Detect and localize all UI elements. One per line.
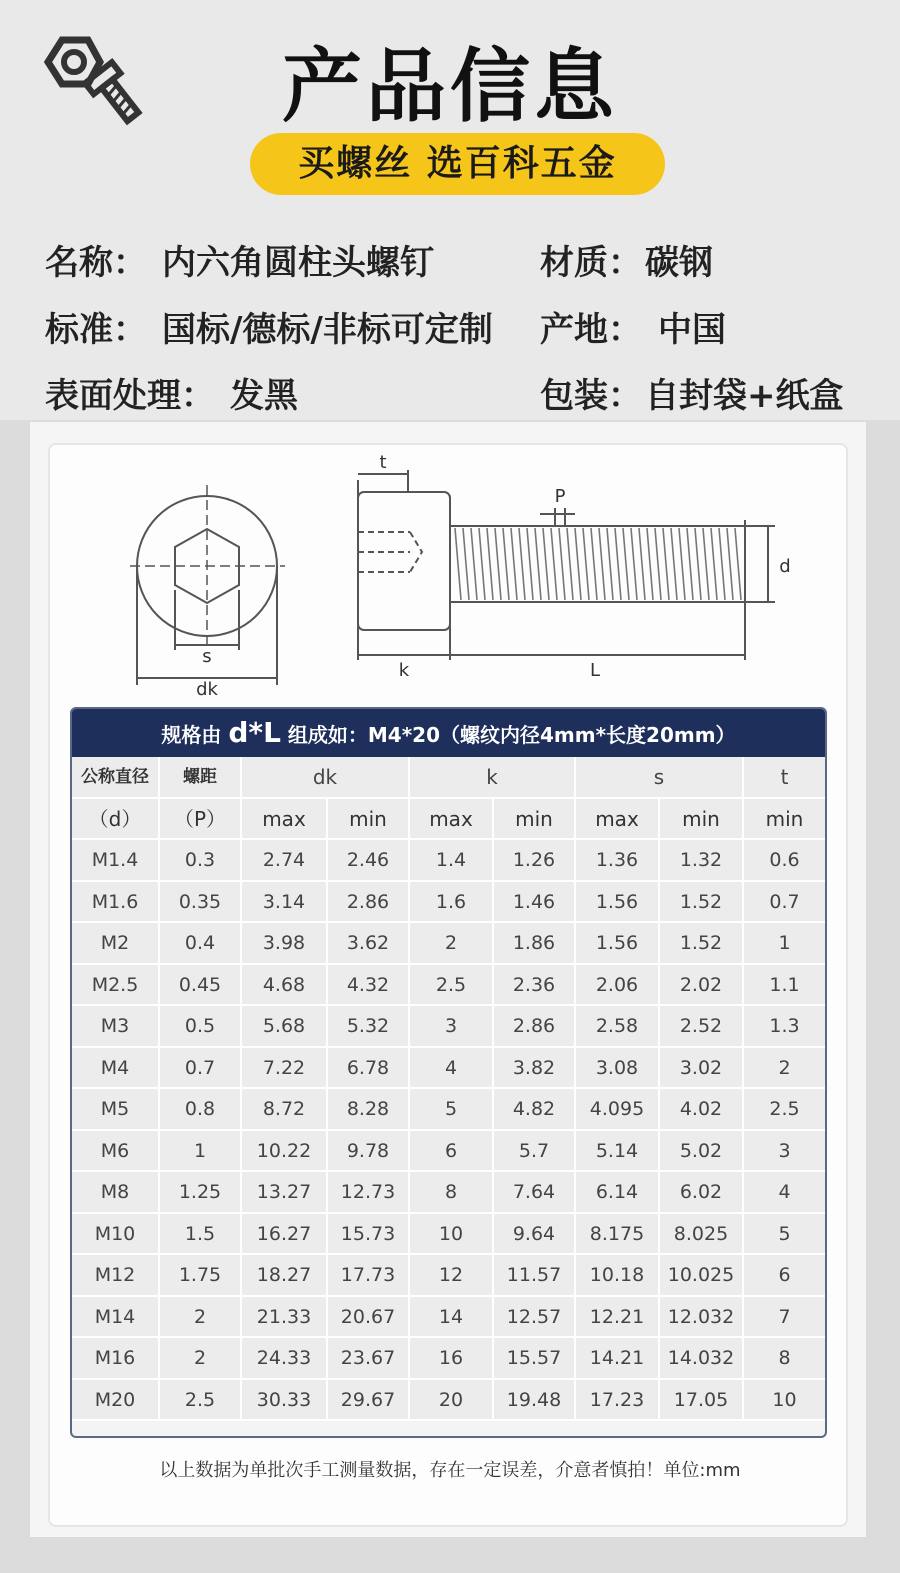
cell-dk-min: 6.78 xyxy=(328,1048,410,1090)
cell-s-min: 6.02 xyxy=(660,1172,744,1214)
cell-s-max: 2.58 xyxy=(576,1006,660,1048)
col-d-header-2: （d） xyxy=(72,799,160,841)
cell-k-min: 1.26 xyxy=(494,840,576,882)
cell-k-max: 20 xyxy=(410,1380,494,1422)
cell-pitch: 0.45 xyxy=(160,965,242,1007)
cell-pitch: 0.7 xyxy=(160,1048,242,1090)
cell-t-min: 7 xyxy=(744,1297,825,1339)
cell-s-min: 4.02 xyxy=(660,1089,744,1131)
cell-diameter: M2.5 xyxy=(72,965,160,1007)
page-title: 产品信息 xyxy=(282,40,618,133)
cell-k-min: 2.86 xyxy=(494,1006,576,1048)
cell-t-min: 0.7 xyxy=(744,882,825,924)
cell-t-min: 10 xyxy=(744,1380,825,1422)
cell-dk-min: 20.67 xyxy=(328,1297,410,1339)
cell-dk-max: 13.27 xyxy=(242,1172,328,1214)
cell-k-min: 11.57 xyxy=(494,1255,576,1297)
dk-min-header: min xyxy=(328,799,410,841)
cell-s-max: 1.36 xyxy=(576,840,660,882)
cell-pitch: 1.25 xyxy=(160,1172,242,1214)
cell-diameter: M3 xyxy=(72,1006,160,1048)
cell-t-min: 0.6 xyxy=(744,840,825,882)
info-value-packaging: 自封袋+纸盒 xyxy=(645,376,844,416)
col-d-header-1: 公称直径 xyxy=(72,757,160,799)
t-min-header: min xyxy=(744,799,825,841)
cell-pitch: 0.5 xyxy=(160,1006,242,1048)
label-p: P xyxy=(554,486,566,507)
info-value-name: 内六角圆柱头螺钉 xyxy=(162,243,434,283)
cell-diameter: M4 xyxy=(72,1048,160,1090)
cell-t-min: 8 xyxy=(744,1338,825,1380)
cell-k-min: 5.7 xyxy=(494,1131,576,1173)
cell-k-max: 10 xyxy=(410,1214,494,1256)
label-l: L xyxy=(589,660,601,681)
heading-prefix: 规格由 xyxy=(161,723,229,747)
cell-s-max: 14.21 xyxy=(576,1338,660,1380)
cell-dk-max: 18.27 xyxy=(242,1255,328,1297)
cell-dk-max: 2.74 xyxy=(242,840,328,882)
cell-k-max: 2.5 xyxy=(410,965,494,1007)
cell-diameter: M6 xyxy=(72,1131,160,1173)
cell-s-min: 17.05 xyxy=(660,1380,744,1422)
cell-k-max: 8 xyxy=(410,1172,494,1214)
cell-s-max: 4.095 xyxy=(576,1089,660,1131)
heading-suffix: 组成如：M4*20（螺纹内径4mm*长度20mm） xyxy=(280,723,736,747)
cell-dk-min: 23.67 xyxy=(328,1338,410,1380)
cell-pitch: 2.5 xyxy=(160,1380,242,1422)
info-label-material: 材质： xyxy=(540,243,642,283)
s-min-header: min xyxy=(660,799,744,841)
info-label-name: 名称： xyxy=(45,243,147,283)
label-k: k xyxy=(398,660,410,681)
cell-dk-min: 29.67 xyxy=(328,1380,410,1422)
info-value-origin: 中国 xyxy=(658,310,726,350)
cell-k-max: 6 xyxy=(410,1131,494,1173)
info-row-1 xyxy=(0,235,900,283)
info-label-packaging: 包装： xyxy=(540,376,642,416)
cell-dk-min: 5.32 xyxy=(328,1006,410,1048)
spec-table-heading xyxy=(72,709,825,757)
cell-diameter: M14 xyxy=(72,1297,160,1339)
group-k-header: k xyxy=(410,757,576,799)
cell-s-min: 2.02 xyxy=(660,965,744,1007)
cell-s-max: 1.56 xyxy=(576,923,660,965)
cell-s-max: 3.08 xyxy=(576,1048,660,1090)
cell-k-max: 3 xyxy=(410,1006,494,1048)
cell-k-max: 1.4 xyxy=(410,840,494,882)
cell-s-min: 12.032 xyxy=(660,1297,744,1339)
label-t: t xyxy=(379,452,387,473)
cell-t-min: 1.1 xyxy=(744,965,825,1007)
cell-k-min: 9.64 xyxy=(494,1214,576,1256)
info-value-standard: 国标/德标/非标可定制 xyxy=(162,310,493,350)
info-label-surface: 表面处理： xyxy=(45,376,215,416)
cell-dk-min: 2.86 xyxy=(328,882,410,924)
cell-s-min: 5.02 xyxy=(660,1131,744,1173)
cell-pitch: 1 xyxy=(160,1131,242,1173)
cell-pitch: 0.3 xyxy=(160,840,242,882)
k-min-header: min xyxy=(494,799,576,841)
label-d: d xyxy=(779,556,791,577)
cell-dk-min: 8.28 xyxy=(328,1089,410,1131)
cell-t-min: 1 xyxy=(744,923,825,965)
group-t-header: t xyxy=(744,757,825,799)
cell-s-min: 10.025 xyxy=(660,1255,744,1297)
cell-dk-max: 21.33 xyxy=(242,1297,328,1339)
cell-diameter: M1.4 xyxy=(72,840,160,882)
cell-k-max: 2 xyxy=(410,923,494,965)
cell-s-min: 1.32 xyxy=(660,840,744,882)
cell-k-min: 3.82 xyxy=(494,1048,576,1090)
cell-dk-max: 10.22 xyxy=(242,1131,328,1173)
cell-pitch: 0.4 xyxy=(160,923,242,965)
cell-k-min: 12.57 xyxy=(494,1297,576,1339)
cell-k-max: 16 xyxy=(410,1338,494,1380)
cell-diameter: M8 xyxy=(72,1172,160,1214)
cell-k-max: 5 xyxy=(410,1089,494,1131)
cell-s-min: 14.032 xyxy=(660,1338,744,1380)
s-max-header: max xyxy=(576,799,660,841)
info-value-surface: 发黑 xyxy=(230,376,298,416)
col-p-header-2: （P） xyxy=(160,799,242,841)
cell-diameter: M10 xyxy=(72,1214,160,1256)
cell-dk-max: 7.22 xyxy=(242,1048,328,1090)
cell-pitch: 0.35 xyxy=(160,882,242,924)
group-dk-header: dk xyxy=(242,757,410,799)
cell-diameter: M12 xyxy=(72,1255,160,1297)
cell-t-min: 6 xyxy=(744,1255,825,1297)
cell-dk-max: 5.68 xyxy=(242,1006,328,1048)
cell-k-max: 1.6 xyxy=(410,882,494,924)
heading-formula: d*L xyxy=(228,716,281,749)
cell-k-max: 14 xyxy=(410,1297,494,1339)
spec-table xyxy=(70,707,827,1438)
info-value-material: 碳钢 xyxy=(645,243,713,283)
cell-dk-min: 2.46 xyxy=(328,840,410,882)
dk-max-header: max xyxy=(242,799,328,841)
slogan-badge: 买螺丝 选百科五金 xyxy=(250,133,665,195)
cell-dk-min: 12.73 xyxy=(328,1172,410,1214)
cell-dk-max: 24.33 xyxy=(242,1338,328,1380)
cell-diameter: M1.6 xyxy=(72,882,160,924)
label-dk: dk xyxy=(196,679,218,700)
cell-s-min: 1.52 xyxy=(660,882,744,924)
cell-dk-max: 16.27 xyxy=(242,1214,328,1256)
cell-diameter: M20 xyxy=(72,1380,160,1422)
col-p-header-1: 螺距 xyxy=(160,757,242,799)
spec-grid xyxy=(72,757,825,1421)
cell-dk-max: 3.14 xyxy=(242,882,328,924)
info-label-origin: 产地： xyxy=(540,310,642,350)
cell-s-max: 17.23 xyxy=(576,1380,660,1422)
cell-diameter: M16 xyxy=(72,1338,160,1380)
cell-t-min: 5 xyxy=(744,1214,825,1256)
cell-t-min: 1.3 xyxy=(744,1006,825,1048)
cell-k-min: 4.82 xyxy=(494,1089,576,1131)
screw-dimension-drawing xyxy=(100,450,800,700)
cell-s-max: 5.14 xyxy=(576,1131,660,1173)
cell-t-min: 3 xyxy=(744,1131,825,1173)
cell-s-min: 1.52 xyxy=(660,923,744,965)
label-s: s xyxy=(202,646,212,667)
cell-s-max: 12.21 xyxy=(576,1297,660,1339)
cell-diameter: M5 xyxy=(72,1089,160,1131)
cell-dk-min: 17.73 xyxy=(328,1255,410,1297)
cell-dk-max: 4.68 xyxy=(242,965,328,1007)
cell-s-max: 2.06 xyxy=(576,965,660,1007)
cell-s-min: 2.52 xyxy=(660,1006,744,1048)
cell-t-min: 4 xyxy=(744,1172,825,1214)
k-max-header: max xyxy=(410,799,494,841)
cell-k-min: 7.64 xyxy=(494,1172,576,1214)
cell-k-min: 19.48 xyxy=(494,1380,576,1422)
cell-pitch: 1.75 xyxy=(160,1255,242,1297)
cell-s-max: 1.56 xyxy=(576,882,660,924)
group-s-header: s xyxy=(576,757,744,799)
cell-s-max: 10.18 xyxy=(576,1255,660,1297)
cell-t-min: 2 xyxy=(744,1048,825,1090)
cell-pitch: 2 xyxy=(160,1297,242,1339)
cell-k-min: 1.86 xyxy=(494,923,576,965)
cell-pitch: 2 xyxy=(160,1338,242,1380)
cell-diameter: M2 xyxy=(72,923,160,965)
cell-s-min: 8.025 xyxy=(660,1214,744,1256)
cell-pitch: 0.8 xyxy=(160,1089,242,1131)
info-label-standard: 标准： xyxy=(45,310,147,350)
cell-dk-min: 4.32 xyxy=(328,965,410,1007)
cell-dk-min: 9.78 xyxy=(328,1131,410,1173)
cell-s-max: 8.175 xyxy=(576,1214,660,1256)
cell-dk-max: 8.72 xyxy=(242,1089,328,1131)
cell-s-min: 3.02 xyxy=(660,1048,744,1090)
cell-k-max: 4 xyxy=(410,1048,494,1090)
cell-dk-max: 3.98 xyxy=(242,923,328,965)
cell-s-max: 6.14 xyxy=(576,1172,660,1214)
cell-k-min: 15.57 xyxy=(494,1338,576,1380)
cell-t-min: 2.5 xyxy=(744,1089,825,1131)
cell-k-max: 12 xyxy=(410,1255,494,1297)
cell-k-min: 2.36 xyxy=(494,965,576,1007)
cell-dk-min: 15.73 xyxy=(328,1214,410,1256)
measurement-note: 以上数据为单批次手工测量数据，存在一定误差，介意者慎拍！单位:mm xyxy=(159,1460,741,1481)
cell-dk-min: 3.62 xyxy=(328,923,410,965)
info-row-3 xyxy=(0,368,900,416)
cell-k-min: 1.46 xyxy=(494,882,576,924)
cell-pitch: 1.5 xyxy=(160,1214,242,1256)
cell-dk-max: 30.33 xyxy=(242,1380,328,1422)
info-row-2 xyxy=(0,302,900,350)
